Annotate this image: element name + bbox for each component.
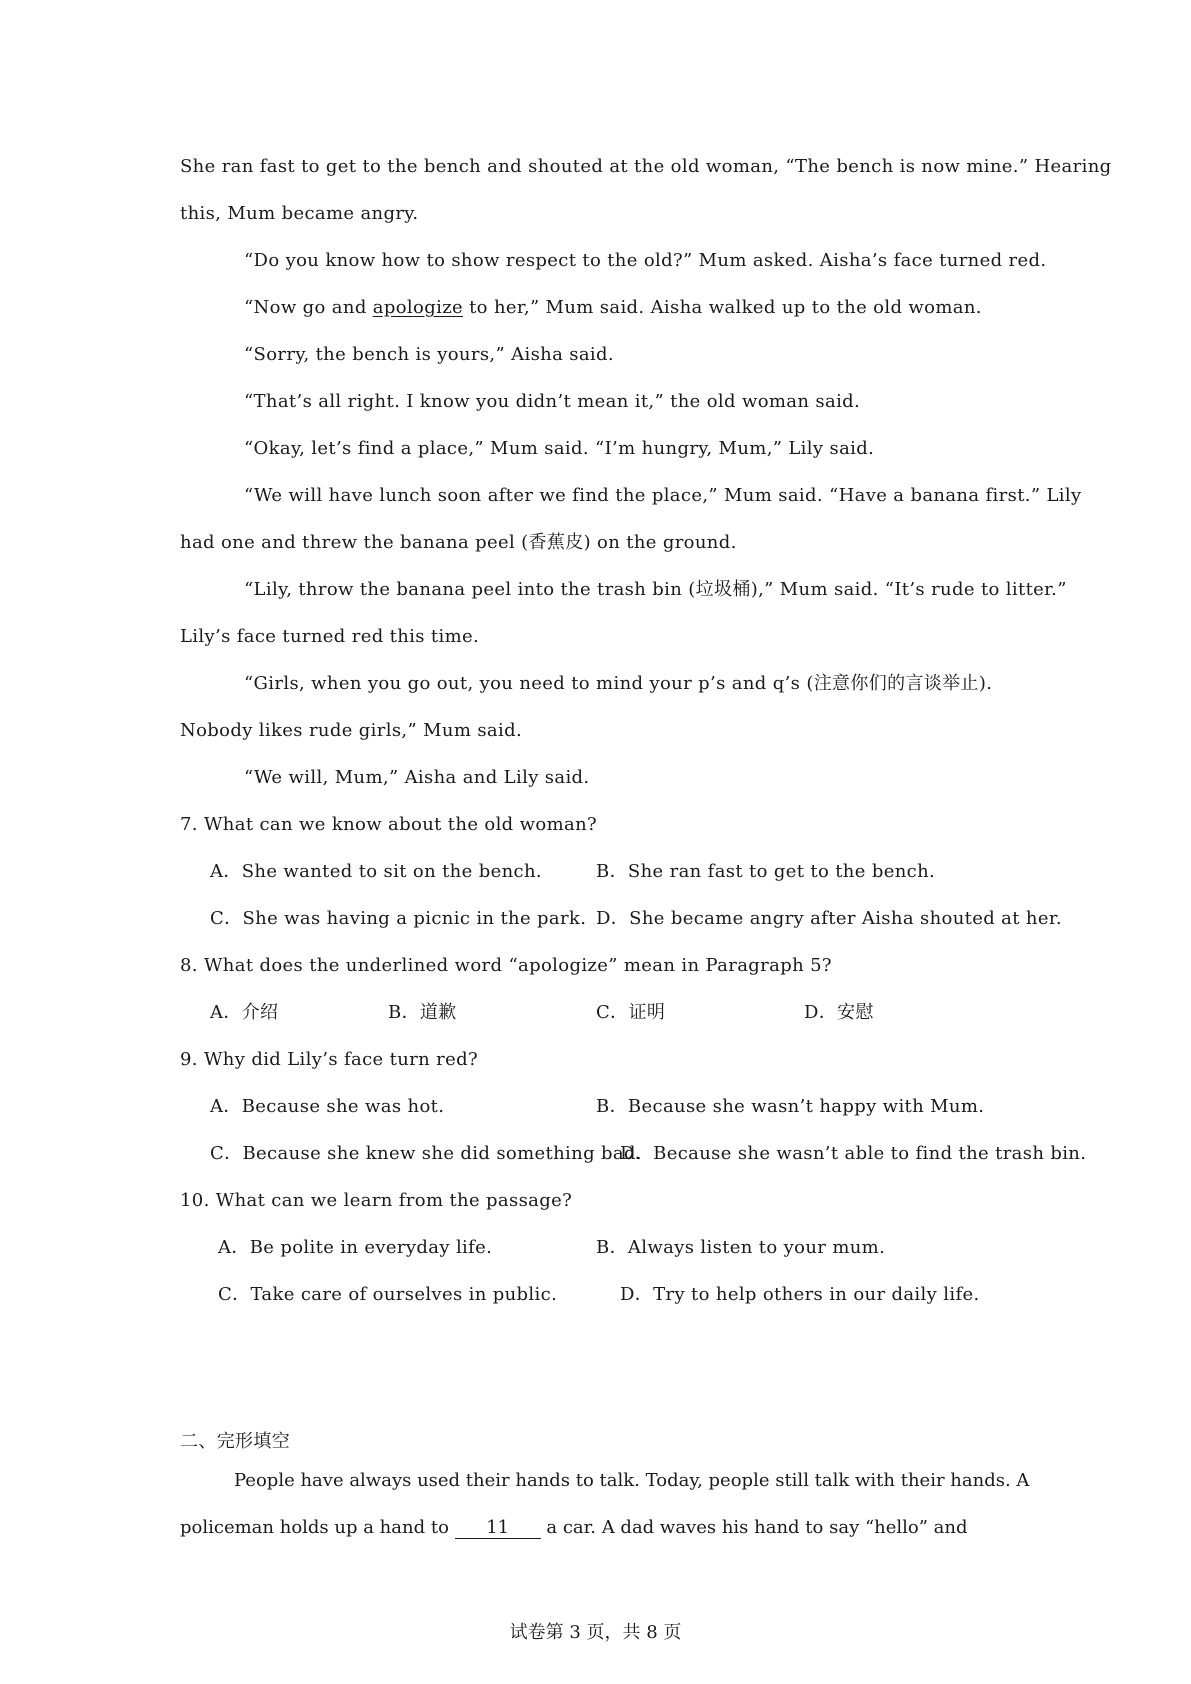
passage-line-10: “Lily, throw the banana peel into the trash bin (垃圾桶),” Mum said. “It’s rude to litter.” xyxy=(244,579,1067,600)
q7-option-d: D．She became angry after Aisha shouted at her. xyxy=(596,908,1062,929)
q8-option-c: C．证明 xyxy=(596,1002,666,1023)
passage-line-4 xyxy=(244,296,982,320)
question-9-stem: 9. Why did Lily’s face turn red? xyxy=(180,1049,478,1070)
cloze-line-2 xyxy=(180,1516,968,1540)
q9-option-a: A．Because she was hot. xyxy=(210,1096,445,1117)
passage-line-2: this, Mum became angry. xyxy=(180,203,419,224)
q9-option-b: B．Because she wasn’t happy with Mum. xyxy=(596,1096,985,1117)
passage-line-11: Lily’s face turned red this time. xyxy=(180,626,480,647)
passage-line-6: “That’s all right. I know you didn’t mean it,” the old woman said. xyxy=(244,391,861,412)
passage-line-13: Nobody likes rude girls,” Mum said. xyxy=(180,720,523,741)
question-8-stem: 8. What does the underlined word “apologize” mean in Paragraph 5? xyxy=(180,955,832,976)
question-10-stem: 10. What can we learn from the passage? xyxy=(180,1190,573,1211)
cloze-line-2-end: a car. A dad waves his hand to say “hello” and xyxy=(540,1517,968,1538)
q9-option-c: C．Because she knew she did something bad. xyxy=(210,1143,642,1164)
passage-line-3: “Do you know how to show respect to the old?” Mum asked. Aisha’s face turned red. xyxy=(244,250,1047,271)
passage-line-9: had one and threw the banana peel (香蕉皮) on the ground. xyxy=(180,532,737,553)
q8-option-a: A．介绍 xyxy=(210,1002,279,1023)
section-2-title: 二、完形填空 xyxy=(180,1431,291,1452)
passage-line-4-start: “Now go and xyxy=(244,297,373,318)
passage-line-7: “Okay, let’s find a place,” Mum said. “I’m hungry, Mum,” Lily said. xyxy=(244,438,875,459)
passage-line-5: “Sorry, the bench is yours,” Aisha said. xyxy=(244,344,614,365)
q7-option-c: C．She was having a picnic in the park. xyxy=(210,908,587,929)
cloze-line-1: People have always used their hands to talk. Today, people still talk with their hands. A xyxy=(234,1470,1030,1491)
q10-option-c: C．Take care of ourselves in public. xyxy=(218,1284,558,1305)
blank-11[interactable]: 11 xyxy=(455,1518,541,1539)
passage-line-12: “Girls, when you go out, you need to mind your p’s and q’s (注意你们的言谈举止). xyxy=(244,673,993,694)
q8-option-d: D．安慰 xyxy=(804,1002,874,1023)
passage-line-4-end: to her,” Mum said. Aisha walked up to the old woman. xyxy=(463,297,982,318)
passage-line-8: “We will have lunch soon after we find the place,” Mum said. “Have a banana first.” Lily xyxy=(244,485,1082,506)
question-7-stem: 7. What can we know about the old woman? xyxy=(180,814,598,835)
q10-option-a: A．Be polite in everyday life. xyxy=(218,1237,493,1258)
cloze-line-2-start: policeman holds up a hand to xyxy=(180,1517,455,1538)
q10-option-b: B．Always listen to your mum. xyxy=(596,1237,886,1258)
q10-option-d: D．Try to help others in our daily life. xyxy=(620,1284,980,1305)
q7-option-a: A．She wanted to sit on the bench. xyxy=(210,861,542,882)
passage-line-14: “We will, Mum,” Aisha and Lily said. xyxy=(244,767,590,788)
q7-option-b: B．She ran fast to get to the bench. xyxy=(596,861,936,882)
q9-option-d: D．Because she wasn’t able to find the trash bin. xyxy=(620,1143,1087,1164)
q8-option-b: B．道歉 xyxy=(388,1002,457,1023)
page-footer: 试卷第 3 页，共 8 页 xyxy=(509,1622,682,1643)
underlined-word-apologize: apologize xyxy=(372,297,464,318)
passage-line-1: She ran fast to get to the bench and shouted at the old woman, “The bench is now mine.” Hearing xyxy=(180,156,1112,177)
